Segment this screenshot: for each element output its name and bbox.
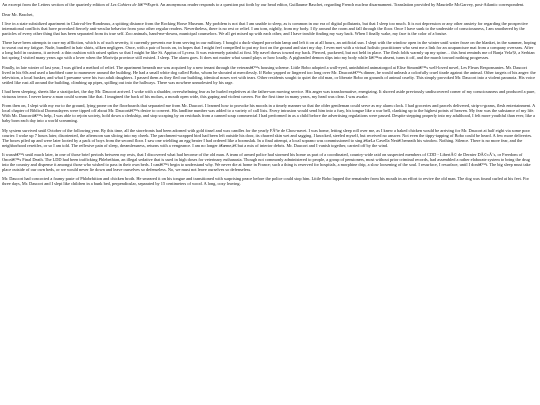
journal-title: Les Cahiers de lâ€™Esprit — [110, 2, 159, 7]
letter-paragraph-8: Mr. Daucort had concocted a foamy paste of Phlobrbition and chicken broth. He smeared it on his tongue and transitioned with surprising peace before the police could stop him. Little Bobo lapped the remainder from his mouth in an effort to revive the old man. The dog was found curled at his feet. For three days, Mr. Daucort and I slept like children in a bunk bed, perpendicular, separated by 15 centimeters of wood. A long, cozy leaving. — [2, 176, 529, 187]
letter-paragraph-6: My system survived until October of the following year. By this time, all the storefronts had been adorned with gold tinsel and wax candles for the yearly FÃªte de Chou-navet. I was home, letting sleep roll over me, as I knew a baked chicken would be arriving for Mr. Daucort at half eight via some poor courier. I woke up 7 hours later, disoriented, the afternoon sun slicing into my cheek. The parchment-wrapped bird had been left outside his door, its charred skin wet and sagging. I knocked, steeled myself, but received no answer. Not even the tippy-tapping of Bobo could be heard. A few more deliveries. The boxes piled up and were later looted by a pack of boys from the second floor. I saw one wielding an egg beater I had ordered like a boomslak. In a final attempt, a local soprano was commissioned to sing ä€œLa Cavella Nerä€ beneath his window. Nothing. Silence. There is no more fear, and the neighborhood resettles, or so I am told. The reflexive pain of sleep, dreamlessness, returns with a vengeance. I am no longer ä€œme,ä€ but a mix of interior debris. Mr. Daucort and I vanish together, carried off by the wind. — [2, 127, 533, 148]
letter-paragraph-1: I live in a state subsidized apartment in Clairval-les-Rondeaux, a spitting distance from the Rocking Horse Museum. My problem is not that I am unable to sleep, as is common in our era of digital pollutants, but that I sleep too much. It is not depression or any other anxiety for regarding the prospective international conflicts that have provoked fiercely anti-secular behavior from your other regular readers. Nevertheless, there is no rest or relief. I am torn, nightly, from my body. I fly around the room and fall through the floor. Once I have sunk to the underside of consciousness, I am smothered by the particles of every other thing that has been separated from its true self. Zoo animals, hand-me-downs, municipal counselors. We all get mixed up with each other, and I have trouble finding my way back. When I finally wake, my face is the color of a bruise. — [2, 20, 528, 36]
intro-text-after: . An anonymous reader responds to a question put forth by our head editor, Guillaume Baschet, regarding French nuclear disarmament. Translation provided by Maurielle McGarvey, post-Atlantic correspondent. — [158, 2, 525, 7]
letter-paragraph-4: I had been sleeping, sheets like a straitjacket, the day Mr. Daucort arrived. I woke with a shudder, overwhelming fear as he hurled expletives at the father-son moving service. His anger was transformative, energizing. It shoved aside previously undiscovered corner of my consciousness and produced a pure, virtuous terror. I never knew a man could scream like that. I imagined the back of his molars, a mouth open wide, this gaping and violent cavern. For the first time in many years, my head was clear. I was awake. — [2, 88, 536, 99]
intro-text-before: An excerpt from the Letters section of the quarterly edition of — [2, 2, 111, 7]
letter-paragraph-5: From then on, I slept with my ear to the ground, lying prone on the floorboards that separated me from Mr. Daucort. I learned how to provoke his moods in a timely manner so that the older gentleman could serve as my alarm clock. I had groceries and parcels delivered, strip-o-grams, flesh entertainment. A local chapter of Biblical Doomsdayers were tipped off about Mr. Daucortâ€™s desire to convert. His landline number was added to a variety of call lists. Every intrusion would send him into a fury, his tongue like a war bell, clanking up to the highest points of heaven. My fear was the substance of my life. With Mr. Daucortâ€™s help, I was able to rejoin society, hold down a clerkship, and stop scraping by on residuals from a canned soup commercial I had performed in as a child before the advertising regulations were passed. Despite stepping properly into my adulthood, I felt more youthful than ever, like a baby born each day into a world screaming. — [2, 103, 536, 124]
letter-paragraph-2: There have been attempts to cure my affliction, which is of such severity, it currently prevents me from serving in our military. I bought a duck-shaped porcelain lamp and left it on at all hours, an artificial sun. I slept with the window open in the winter until water froze on the blanket, in the summer, hoping to sweat out my fatigue. Nude, bundled in hair shirts, silken negligees. Once, with a pair of boots on, in hopes that I might feel compelled to put my foot on the ground and start my day. I even met with a virtual holistic practitioner who sent me a link for an acupuncture mat from a company overseas. After a long hold in customs, it arrived: a thin cushion with raised spikes so that I might be like St. Appius of Lycera. It was extremely painful at first. My navel draws toward my back. Pierced, puckered, but not held in place. The flesh folds warmly up my spine… this heat reminds me of Banja Vela†ž, a Serbian hot spring I visited many years ago with a lover when the Morivija province still existed. I sleep. The alarm goes. It does not matter what sound plays or how loudly. A pigheaded demon slips into my body while Iâ€™m absent, turns it off, and the march toward nothing progresses. — [2, 40, 536, 61]
letter-paragraph-3: Finally, in late winter of last year, I was gifted a method of relief. The apartment beneath me was acquired by a new tenant through the veteranâ€™s housing scheme. Little Bobo adopted a wall-eyed, uninhibited animatorgod at Elise Simonâ€™s well-loved novel, Les Fleurs Responsantes. Mr. Daucort lived in his 60s and used a knobbed cane to maneuver around the building. He had a small white dog called Bobo, whom he shouted at mercilessly. If Bobo yapped or lingered too long over Mr. Daucortâ€™s dinner, he would unleash a colorfully cruel tirade against the animal. Other targets of his anger: the television, a local busker, and what I presume were his two adult daughters. I passed them as they fled our building, identical noses wet with tears. Other residents sought to quiet the old man, or liberate Bobo on grounds of animal cruelty. This simply provoked Mr. Daucort into a violent paranoia. His voice settled like rust all around the building, climbing up pipes, spilling out into the hallways. There was nowhere unmolested by his rage. — [2, 64, 536, 85]
letter-document — [2, 2, 536, 191]
intro-note — [2, 2, 536, 7]
salutation: Dear Mr. Baschet, — [2, 11, 34, 17]
letter-paragraph-7: It wasnâ€™t until much later, in one of those brief periods between my rests, that I discovered what had become of the old man. A team of armed police had stormed his home as part of a coordinated, country-wide raid on suspected members of CDD - LibertÃ© de Dernier DÃ©cÃ¨s, or Freedom of Onceâ€™s Final Death. The LDD had been trafficking Phlebethian, an illegal sedative that is used in high doses for veterinary euthanasia. Though not commonly administered to people, a group of pensioners, most without prior criminal records, had assembled a rather elaborate system to bring the drug into the country and dispense it amongst those who wished to pass in their own beds. I canâ€™t begin to understand why. We never die at home in France; such a thing is reserved for hospitals, a morphine drip, a slow loosening of the soul. I resurface, I resurface, until I donâ€™t. The big sleep must take place outside of our own beds, or we would never lie down and leave ourselves so defenseless. No, we must not leave ourselves so defenseless. — [2, 151, 531, 173]
